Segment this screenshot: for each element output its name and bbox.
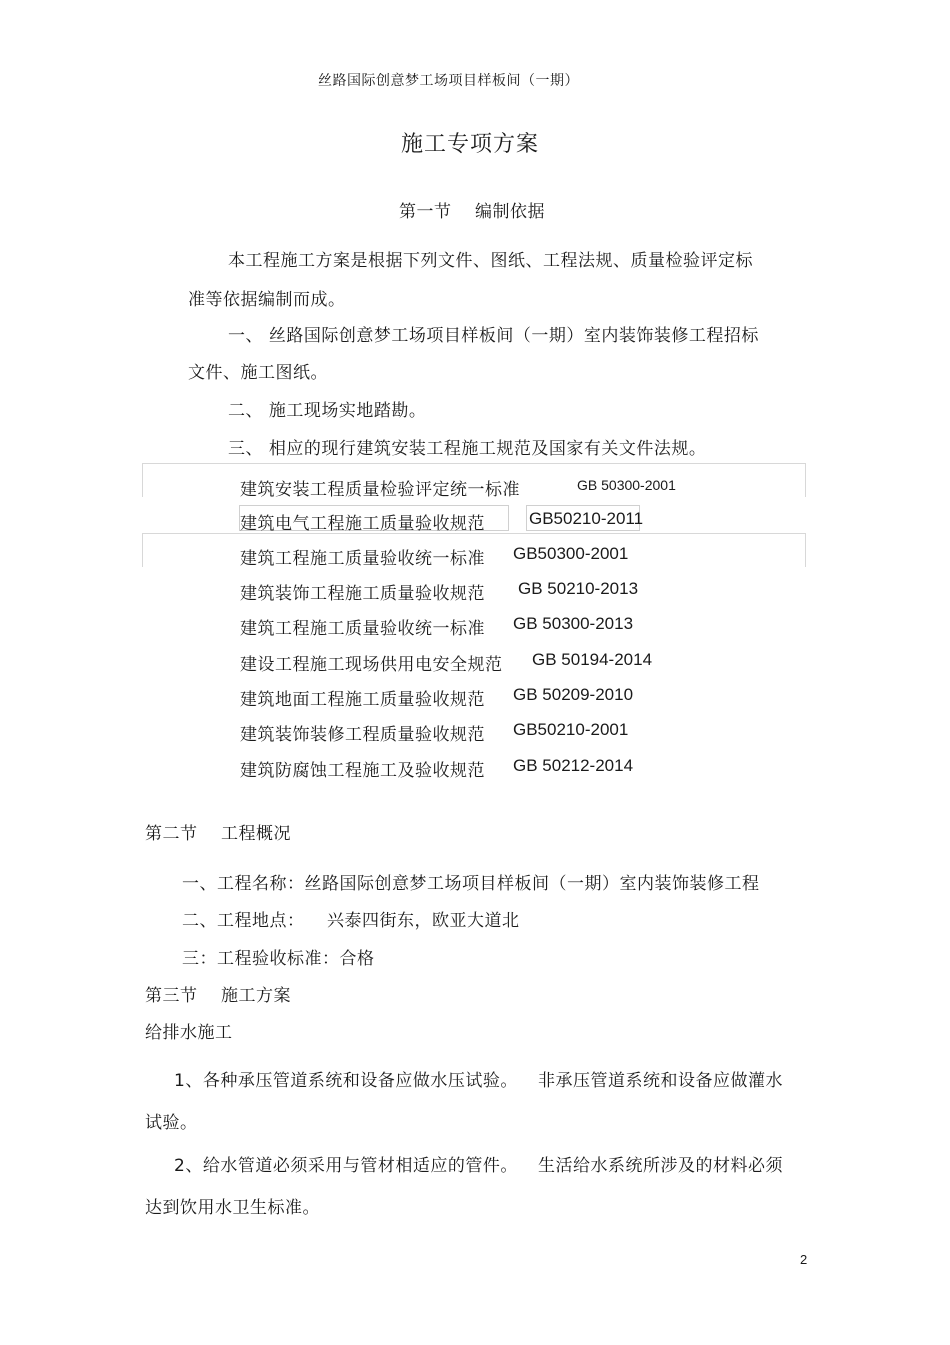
table-border-left [142, 463, 143, 497]
subheading-plumbing: 给排水施工 [145, 1023, 233, 1043]
section2-label: 第二节 [145, 824, 198, 844]
para2-line1-b: 生活给水系统所涉及的材料必须 [538, 1156, 783, 1176]
section3-heading: 施工方案 [221, 986, 291, 1006]
document-title: 施工专项方案 [401, 132, 540, 157]
para2-line2: 达到饮用水卫生标准。 [145, 1198, 320, 1218]
page-number: 2 [800, 1252, 808, 1267]
item1-line-2: 文件、施工图纸。 [188, 363, 328, 383]
standard-code: GB 50300-2013 [513, 614, 634, 633]
para1-line2: 试验。 [145, 1113, 198, 1133]
standard-name: 建筑安装工程质量检验评定统一标准 [240, 480, 520, 500]
table-border-right-2 [805, 533, 806, 567]
table-border-right [805, 463, 806, 497]
standard-code: GB 50300-2001 [577, 477, 676, 493]
standard-code: GB 50209-2010 [513, 685, 634, 704]
standard-name: 建筑装饰工程施工质量验收规范 [240, 584, 485, 604]
section1-label: 第一节 [399, 202, 452, 222]
table-border-top [142, 463, 806, 464]
item3: 三、 相应的现行建筑安装工程施工规范及国家有关文件法规。 [228, 439, 707, 459]
intro-line-1: 本工程施工方案是根据下列文件、图纸、工程法规、质量检验评定标 [228, 251, 753, 271]
section2-heading: 工程概况 [221, 824, 291, 844]
project-location-value: 兴泰四街东，欧亚大道北 [327, 911, 520, 931]
section3-label: 第三节 [145, 986, 198, 1006]
standard-name: 建筑装饰装修工程质量验收规范 [240, 725, 485, 745]
table-border-left-2 [142, 533, 143, 567]
standard-code: GB50300-2001 [513, 544, 629, 563]
intro-line-2: 准等依据编制而成。 [188, 290, 346, 310]
para1-line1-a: 1、各种承压管道系统和设备应做水压试验。 [174, 1071, 518, 1091]
para2-line1-a: 2、给水管道必须采用与管材相适应的管件。 [174, 1156, 518, 1176]
standard-code: GB 50212-2014 [513, 756, 634, 775]
running-header: 丝路国际创意梦工场项目样板间（一期） [318, 73, 579, 89]
standard-code: GB 50210-2013 [518, 579, 639, 598]
standard-name: 建设工程施工现场供用电安全规范 [240, 655, 503, 675]
standard-code: GB50210-2011 [529, 509, 644, 528]
item1-line-1: 一、 丝路国际创意梦工场项目样板间（一期）室内装饰装修工程招标 [228, 326, 759, 346]
standard-code: GB 50194-2014 [532, 650, 653, 669]
standard-code: GB50210-2001 [513, 720, 629, 739]
item2: 二、 施工现场实地踏勘。 [228, 401, 427, 421]
acceptance-standard: 三：工程验收标准：合格 [182, 949, 375, 969]
standard-name: 建筑电气工程施工质量验收规范 [240, 514, 485, 534]
para1-line1-b: 非承压管道系统和设备应做灌水 [538, 1071, 783, 1091]
section1-heading: 编制依据 [475, 202, 545, 222]
standard-name: 建筑防腐蚀工程施工及验收规范 [240, 761, 485, 781]
project-name-line: 一、工程名称：丝路国际创意梦工场项目样板间（一期）室内装饰装修工程 [182, 874, 760, 894]
standard-name: 建筑工程施工质量验收统一标准 [240, 549, 485, 569]
project-location-label: 二、工程地点： [182, 911, 305, 931]
standard-name: 建筑工程施工质量验收统一标准 [240, 619, 485, 639]
standard-name: 建筑地面工程施工质量验收规范 [240, 690, 485, 710]
